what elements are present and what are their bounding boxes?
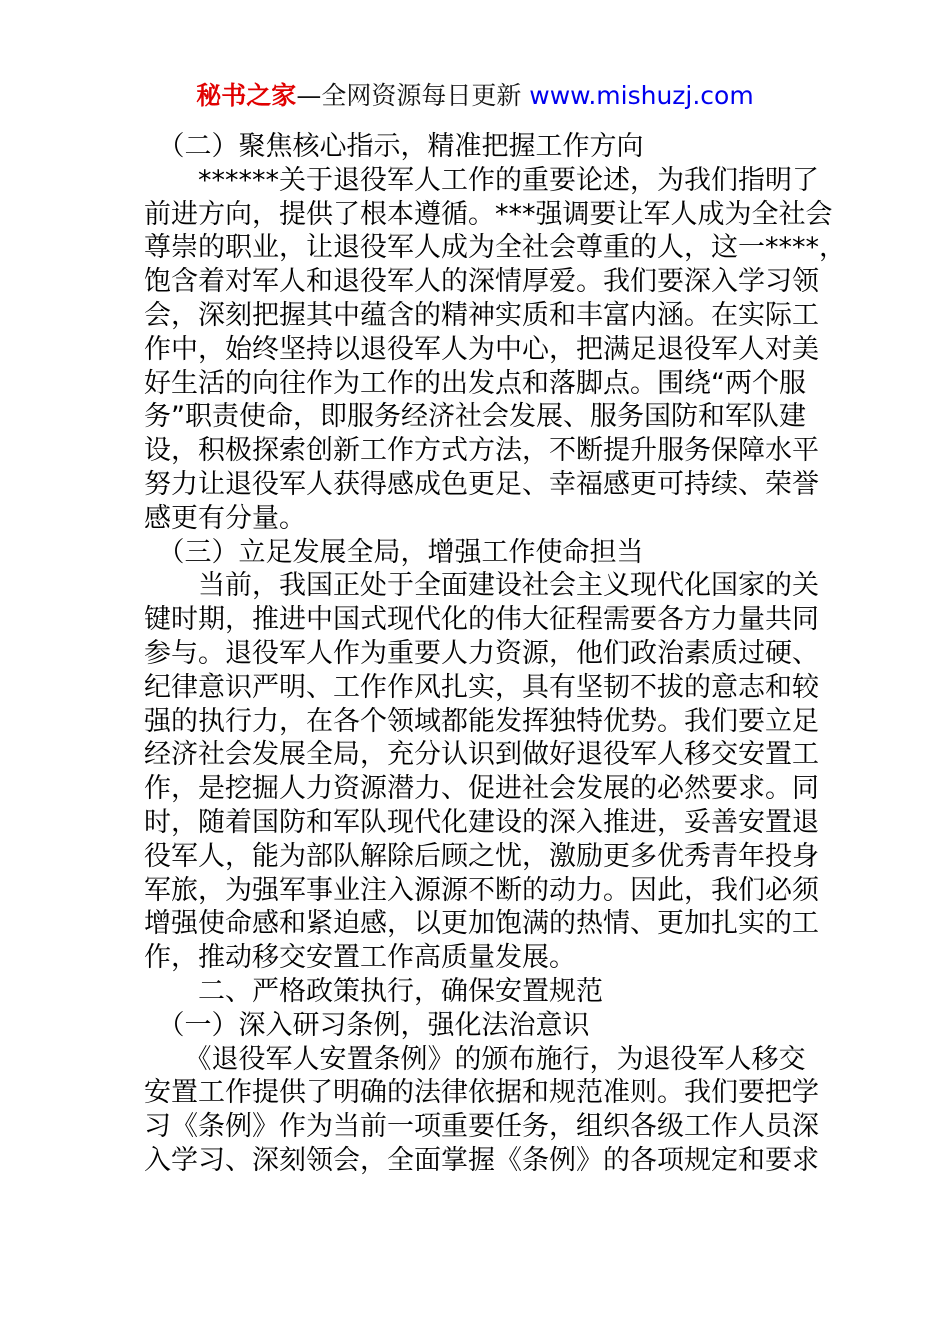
site-link[interactable]: www.mishuzj.com [529,81,754,110]
text-line: 前进方向，提供了根本遵循。***强调要让军人成为全社会 [144,198,833,230]
text-line: 努力让退役军人获得感成色更足、幸福感更可持续、荣誉 [144,468,819,500]
text-line: 习《条例》作为当前一项重要任务，组织各级工作人员深 [144,1111,819,1143]
text-line: 强的执行力，在各个领域都能发挥独特优势。我们要立足 [144,705,819,737]
text-line: 《退役军人安置条例》的颁布施行，为退役军人移交 [144,1043,806,1075]
text-line: 时，随着国防和军队现代化建设的深入推进，妥善安置退 [144,806,819,838]
text-line: 键时期，推进中国式现代化的伟大征程需要各方力量共同 [144,604,819,636]
text-line: 当前，我国正处于全面建设社会主义现代化国家的关 [144,570,819,602]
brand-name: 秘书之家 [196,81,297,110]
text-line: 役军人，能为部队解除后顾之忧，激励更多优秀青年投身 [144,840,819,872]
text-line: 安置工作提供了明确的法律依据和规范准则。我们要把学 [144,1077,819,1109]
text-line: ******关于退役军人工作的重要论述，为我们指明了 [144,164,819,196]
text-line: 经济社会发展全局，充分认识到做好退役军人移交安置工 [144,739,819,771]
text-line: （二）聚焦核心指示，精准把握工作方向 [144,131,644,162]
header-tagline: —全网资源每日更新 [296,81,522,110]
text-line: （三）立足发展全局，增强工作使命担当 [144,536,644,568]
text-line: 感更有分量。 [144,502,306,534]
text-line: 好生活的向往作为工作的出发点和落脚点。围绕“两个服 [144,367,806,399]
text-line: 饱含着对军人和退役军人的深情厚爱。我们要深入学习领 [144,266,819,298]
text-line: 作，推动移交安置工作高质量发展。 [144,942,576,974]
text-line: 设，积极探索创新工作方式方法，不断提升服务保障水平 [144,435,819,467]
text-line: 尊崇的职业，让退役军人成为全社会尊重的人，这一****， [144,232,846,264]
text-line: 参与。退役军人作为重要人力资源，他们政治素质过硬、 [144,637,819,669]
text-line: 务”职责使命，即服务经济社会发展、服务国防和军队建 [144,401,806,433]
text-line: 二、严格政策执行，确保安置规范 [144,975,603,1007]
text-line: 纪律意识严明、工作作风扎实，具有坚韧不拔的意志和较 [144,671,819,703]
text-line: 增强使命感和紧迫感，以更加饱满的热情、更加扎实的工 [144,908,819,940]
text-line: 作，是挖掘人力资源潜力、促进社会发展的必然要求。同 [144,773,819,805]
page-header [0,80,950,112]
text-line: （一）深入研习条例，强化法治意识 [144,1009,590,1041]
text-line: 军旅，为强军事业注入源源不断的动力。因此，我们必须 [144,874,819,906]
text-line: 会，深刻把握其中蕴含的精神实质和丰富内涵。在实际工 [144,299,819,331]
text-line: 作中，始终坚持以退役军人为中心，把满足退役军人对美 [144,333,819,365]
text-line: 入学习、深刻领会，全面掌握《条例》的各项规定和要求 [144,1144,819,1176]
document-body [144,130,846,1178]
